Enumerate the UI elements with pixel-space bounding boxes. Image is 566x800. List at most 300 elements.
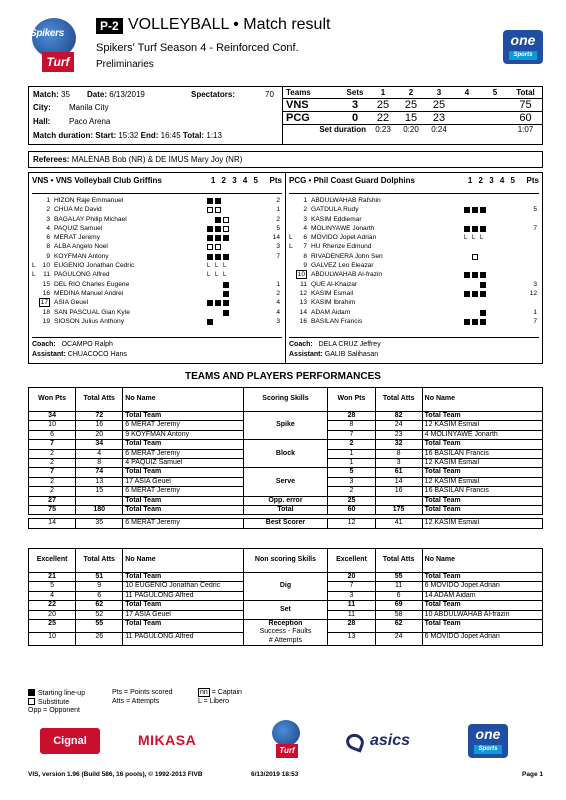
player-number (293, 196, 307, 205)
player-row (289, 205, 539, 214)
set-participation (207, 224, 253, 233)
substitute-square-icon (472, 254, 478, 260)
set-participation (464, 252, 510, 261)
scoring-header-row (29, 388, 543, 412)
page-badge: P-2 (96, 18, 123, 34)
player-points: 12 (529, 289, 537, 297)
set-duration: 0:24 (431, 125, 447, 135)
cignal-logo: Cignal (40, 728, 100, 754)
player-number-text: 10 (42, 262, 50, 270)
player-number-text: 11 (43, 271, 50, 279)
starting-square-icon (207, 254, 213, 260)
pcg-attempts-value (375, 496, 422, 505)
skill-name: Dig (243, 573, 328, 601)
player-points: 7 (276, 252, 280, 260)
player-number-text: 8 (303, 252, 307, 260)
performance-row (29, 468, 543, 477)
libero-mark: L (223, 272, 227, 279)
player-number-text: 4 (46, 224, 50, 232)
duration-row (33, 131, 222, 140)
player-row (289, 280, 539, 289)
vns-attempts-value: 34 (76, 440, 123, 449)
skill-name: Reception (268, 620, 303, 628)
set1-header: 1 (369, 87, 397, 98)
vns-player-name: 9 KOYFMAN Antony (123, 430, 243, 439)
starting-square-icon (472, 319, 478, 325)
turf-logo-word: Turf (42, 52, 74, 72)
player-name: ABDULWAHAB Al-frazin (311, 271, 383, 279)
pcg-player-name: 12 KASIM Esmail (422, 519, 542, 528)
player-points: 7 (533, 224, 537, 232)
set-participation (207, 215, 253, 224)
starting-square-icon (472, 207, 478, 213)
player-number-text: 9 (46, 252, 50, 260)
pcg-attempts-value: 55 (375, 573, 422, 582)
score-row (283, 98, 542, 111)
pcg-player-name: 12 KASIM Esmail (422, 477, 542, 486)
libero-mark: L (223, 263, 227, 270)
player-number-text: 3 (303, 215, 307, 223)
player-number (36, 317, 50, 326)
substitute-square-icon (223, 226, 229, 232)
set-participation (464, 215, 510, 224)
performance-title: TEAMS AND PLAYERS PERFORMANCES (185, 371, 381, 382)
duration-label: Match duration: (33, 131, 93, 140)
pcg-attempts-value: 41 (375, 519, 422, 528)
player-name: BASILAN Francis (311, 317, 363, 325)
set-duration: 0:23 (375, 125, 391, 135)
player-row (32, 224, 282, 233)
player-row (32, 317, 282, 326)
player-name: KASIM Ibrahim (311, 299, 356, 307)
starting-square-icon (480, 207, 486, 213)
document-title: VOLLEYBALL • Match result (128, 16, 331, 33)
set-participation (464, 242, 510, 251)
set-score (481, 111, 509, 124)
starting-square-icon (480, 282, 486, 288)
legend-starting (28, 689, 85, 697)
starting-square-icon (464, 272, 470, 278)
player-points: 2 (276, 197, 280, 204)
vns-attempts-value (76, 496, 123, 505)
player-name: ABDULWAHAB Rafshin (311, 197, 381, 204)
player-row (289, 270, 539, 279)
player-list (32, 193, 282, 326)
match-number: 35 (61, 90, 70, 99)
pcg-attempts-value: 62 (375, 620, 422, 633)
player-name: MERAT Jeremy (54, 234, 100, 242)
set-score: 15 (404, 111, 418, 124)
non-scoring-skill-groups (29, 573, 543, 646)
pcg-attempts-value: 175 (375, 506, 422, 515)
player-name: HIZON Raje Emmanuel (54, 197, 124, 204)
total-atts-header: Total Atts (76, 549, 123, 573)
sports-logo-word: Sports (474, 745, 502, 754)
score-table (283, 86, 543, 145)
starting-square-icon (223, 254, 229, 260)
set-score (453, 98, 481, 111)
vns-attempts-value: 74 (76, 468, 123, 477)
sponsor-strip (28, 718, 543, 766)
vns-player-name: Total Team (123, 506, 243, 515)
pcg-won-value: 20 (328, 573, 375, 582)
libero-mark: L (472, 235, 476, 242)
libero-mark: L (480, 235, 484, 242)
starting-square-icon (464, 319, 470, 325)
set-score: 22 (376, 111, 390, 124)
player-number-text: 19 (42, 317, 50, 325)
coach-name: DELA CRUZ Jeffrey (318, 341, 381, 348)
vns-attempts-value: 35 (76, 519, 123, 528)
starting-square-icon (215, 198, 221, 204)
pcg-won-value: 13 (328, 633, 375, 646)
vns-player-name: 6 MERAT Jeremy (123, 449, 243, 458)
player-row (32, 308, 282, 317)
player-number (36, 205, 50, 214)
player-points: 3 (276, 317, 280, 325)
pcg-attempts-value: 24 (375, 421, 422, 430)
player-number (293, 224, 307, 233)
end-label: End: (140, 131, 159, 140)
opp-error-row (29, 496, 543, 505)
player-name: GALVEZ Leo Eleazar (311, 262, 374, 270)
pcg-player-name: Total Team (422, 440, 542, 449)
libero-mark: L (207, 263, 211, 270)
total-row (29, 506, 543, 515)
match-info-box (28, 86, 283, 145)
player-points: 5 (533, 206, 537, 214)
player-row (32, 242, 282, 251)
pcg-attempts-value: 58 (375, 610, 422, 619)
substitute-square-icon (215, 244, 221, 250)
set-score: 25 (404, 98, 418, 111)
spikers-turf-small-logo (268, 720, 304, 762)
player-name: KASIM Esmail (311, 289, 354, 297)
assistant-name: CHUACOCO Hans (67, 351, 127, 358)
performance-row (29, 573, 543, 582)
performance-row (29, 601, 543, 610)
total-points: 75 (519, 98, 532, 111)
vns-attempts-value: 52 (76, 610, 123, 619)
set2-header: 2 (397, 87, 425, 98)
team-title: PCG • Phil Coast Guard Dolphins (289, 176, 415, 185)
set4-header: 4 (453, 87, 481, 98)
skill-subtitle: # Attempts (268, 636, 302, 644)
pcg-player-name: 14 ADAM Aidam (422, 591, 542, 600)
total-set-duration: 1:07 (517, 125, 534, 135)
vns-attempts-value: 15 (76, 487, 123, 496)
team-code: PCG (286, 111, 310, 124)
total-header: Total (509, 87, 542, 98)
starting-square-icon (207, 300, 213, 306)
vns-player-name: 4 PAQUIZ Samuel (123, 459, 243, 468)
performance-row (29, 440, 543, 449)
set-duration-label: Set duration (319, 125, 366, 135)
match-label: Match: (33, 90, 59, 99)
volleyball-logo-emblem (272, 720, 300, 746)
won-pts-header: Won Pts (328, 388, 375, 412)
teams-header: Teams (283, 87, 341, 98)
excellent-header: Excellent (29, 549, 76, 573)
assistant-label: Assistant: (32, 351, 66, 358)
player-row (32, 270, 282, 279)
start-time: 15:32 (118, 131, 139, 140)
player-number (36, 289, 50, 298)
pcg-won-value: 1 (328, 459, 375, 468)
player-name: KASIM Eddiemar (311, 215, 362, 223)
referees-box (28, 151, 543, 168)
starting-square-icon (472, 272, 478, 278)
skill-name: Best Scorer (243, 519, 328, 528)
scoring-skill-groups (29, 412, 543, 529)
turf-logo-word: Turf (276, 744, 298, 758)
starting-square-icon (207, 226, 213, 232)
vns-won-value: 10 (29, 421, 76, 430)
player-number-text: 1 (46, 197, 50, 204)
player-name: MOLINYAWE Jonarth (311, 224, 375, 232)
player-points: 1 (276, 280, 280, 288)
player-number (293, 205, 307, 214)
sets-columns-header: 1 2 3 4 5 (210, 176, 260, 185)
vns-won-value: 75 (29, 506, 76, 515)
pcg-attempts-value: 23 (375, 430, 422, 439)
starting-square-icon (480, 272, 486, 278)
player-name: ADAM Aidam (311, 308, 351, 316)
player-number-text: 9 (303, 262, 307, 270)
date-label: Date: (87, 90, 108, 99)
vns-player-name: 6 MERAT Jeremy (123, 421, 243, 430)
pts-column-header: Pts (269, 176, 282, 185)
vns-player-name: Total Team (123, 573, 243, 582)
player-number-text: 17 (40, 299, 48, 307)
starting-square-icon (464, 226, 470, 232)
set-participation (464, 233, 510, 242)
set-participation (207, 242, 253, 251)
pcg-attempts-value: 61 (375, 468, 422, 477)
player-number-text: 2 (303, 206, 307, 214)
player-number (293, 280, 307, 289)
player-number (293, 252, 307, 261)
player-row (289, 252, 539, 261)
vns-player-name: Total Team (123, 620, 243, 633)
libero-mark: L (464, 235, 468, 242)
asics-logo-word: asics (370, 732, 411, 749)
vns-won-value: 2 (29, 487, 76, 496)
player-row (289, 261, 539, 270)
vns-player-name: Total Team (123, 496, 243, 505)
vns-won-value: 2 (29, 449, 76, 458)
starting-square-icon (223, 310, 229, 316)
pcg-attempts-value: 82 (375, 412, 422, 421)
vns-attempts-value: 16 (76, 421, 123, 430)
player-row (289, 298, 539, 307)
pcg-won-value: 28 (328, 412, 375, 421)
set-duration (481, 124, 509, 135)
player-number (36, 280, 50, 289)
set-participation (207, 252, 253, 261)
vns-won-value: 14 (29, 519, 76, 528)
player-number (36, 233, 50, 242)
score-row (283, 111, 542, 124)
player-number-text: 16 (42, 289, 50, 297)
set-participation (207, 270, 253, 279)
pcg-won-value: 3 (328, 591, 375, 600)
player-name: SIOSON Julius Anthony (54, 317, 125, 325)
player-number-text: 6 (303, 234, 307, 242)
roster-header (32, 176, 282, 187)
pcg-player-name: Total Team (422, 573, 542, 582)
set-score (481, 98, 509, 111)
one-logo-word: one (475, 726, 501, 742)
no-name-header: No Name (422, 388, 542, 412)
vns-won-value: 34 (29, 412, 76, 421)
vns-attempts-value: 4 (76, 449, 123, 458)
player-number (36, 261, 50, 270)
vns-won-value: 7 (29, 440, 76, 449)
player-number (36, 224, 50, 233)
player-list (289, 193, 539, 326)
player-row (32, 280, 282, 289)
vns-player-name: Total Team (123, 468, 243, 477)
player-name: EUGENIO Jonathan Cedric (54, 262, 135, 270)
assistant-row (289, 350, 539, 360)
player-number-text: 10 (297, 271, 305, 279)
player-name: KOYFMAN Antony (54, 252, 109, 260)
player-row (289, 242, 539, 251)
player-number (36, 215, 50, 224)
player-name: CHUA Mc David (54, 206, 102, 214)
starting-square-icon (28, 689, 35, 696)
team-roster-pcg (285, 172, 543, 364)
pcg-player-name: Total Team (422, 506, 542, 515)
scoring-skills-header: Scoring Skills (243, 388, 328, 412)
vns-won-value: 6 (29, 430, 76, 439)
player-number-text: 15 (42, 280, 50, 288)
pcg-won-value: 60 (328, 506, 375, 515)
player-name: ALBA Angelo Noel (54, 243, 108, 251)
mikasa-logo: MIKASA (138, 732, 197, 748)
hall-value: Paco Arena (69, 117, 111, 126)
vns-won-value: 5 (29, 582, 76, 591)
excellent-header: Excellent (328, 549, 375, 573)
non-scoring-header-row (29, 549, 543, 573)
player-points: 4 (276, 299, 280, 307)
player-number-text: 7 (303, 243, 307, 251)
substitute-square-icon (215, 207, 221, 213)
player-row (289, 308, 539, 317)
vns-attempts-value: 8 (76, 459, 123, 468)
spectators-label-row (191, 90, 235, 99)
player-number (293, 215, 307, 224)
player-number-text: 12 (299, 289, 307, 297)
vns-attempts-value: 9 (76, 582, 123, 591)
set-duration-row (283, 124, 542, 135)
team-roster-vns (28, 172, 286, 364)
captain-box-icon: nn (200, 689, 208, 696)
city-row (33, 103, 51, 112)
spectators-count: 70 (265, 90, 274, 99)
player-number-text: 18 (42, 308, 50, 316)
vns-attempts-value: 6 (76, 591, 123, 600)
pcg-player-name: 12 KASIM Esmail (422, 421, 542, 430)
pcg-player-name: 6 MOVIDO Jopet Adrian (422, 633, 542, 646)
set-participation (207, 205, 253, 214)
set3-header: 3 (425, 87, 453, 98)
legend-substitute-text: Substitute (38, 699, 70, 706)
starting-square-icon (223, 291, 229, 297)
player-points: 2 (276, 215, 280, 223)
pcg-player-name: Total Team (422, 496, 542, 505)
pcg-attempts-value: 3 (375, 459, 422, 468)
pcg-won-value: 28 (328, 620, 375, 633)
set-participation (207, 308, 253, 317)
starting-square-icon (464, 291, 470, 297)
set-participation (207, 196, 253, 205)
player-number (293, 289, 307, 298)
player-row (32, 289, 282, 298)
legend-substitute (28, 698, 69, 706)
coach-row (32, 340, 282, 350)
start-label: Start: (95, 131, 117, 140)
vns-won-value: 2 (29, 477, 76, 486)
set-participation (464, 224, 510, 233)
player-number-text: 8 (46, 243, 50, 251)
starting-square-icon (207, 198, 213, 204)
competition-phase: Preliminaries (96, 59, 154, 70)
total-atts-header: Total Atts (375, 388, 422, 412)
set-score: 25 (432, 98, 446, 111)
skill-name-cell (243, 620, 328, 646)
player-number (36, 270, 50, 279)
skill-name: Total (243, 506, 328, 515)
score-header-row (283, 87, 542, 98)
pcg-player-name: Total Team (422, 468, 542, 477)
substitute-square-icon (223, 217, 229, 223)
no-name-header: No Name (422, 549, 542, 573)
pcg-won-value: 12 (328, 519, 375, 528)
scoring-skills-table (28, 387, 543, 529)
pcg-won-value: 5 (328, 468, 375, 477)
won-pts-header: Won Pts (29, 388, 76, 412)
substitute-square-icon (28, 698, 35, 705)
pcg-player-name: 12 KASIM Esmail (422, 459, 542, 468)
player-row (32, 261, 282, 270)
vns-player-name: 6 MERAT Jeremy (123, 519, 243, 528)
pcg-player-name: Total Team (422, 620, 542, 633)
player-number (293, 298, 307, 307)
starting-square-icon (480, 291, 486, 297)
set-participation (464, 317, 510, 326)
set5-header: 5 (481, 87, 509, 98)
pcg-attempts-value: 11 (375, 582, 422, 591)
skill-name: Set (243, 601, 328, 620)
pcg-player-name: 4 MOLINYAWE Jonarth (422, 430, 542, 439)
one-sports-logo (503, 30, 543, 64)
skill-name: Serve (243, 468, 328, 496)
vns-attempts-value: 55 (76, 620, 123, 633)
substitute-square-icon (207, 244, 213, 250)
player-points: 2 (276, 289, 280, 297)
set-score: 23 (432, 111, 446, 124)
vns-player-name: 11 PAGULONG Alfred (123, 591, 243, 600)
pcg-won-value: 7 (328, 430, 375, 439)
starting-square-icon (215, 300, 221, 306)
pcg-won-value: 11 (328, 610, 375, 619)
player-row (32, 215, 282, 224)
vns-won-value: 20 (29, 610, 76, 619)
document-header (28, 14, 543, 92)
set-participation (464, 205, 510, 214)
